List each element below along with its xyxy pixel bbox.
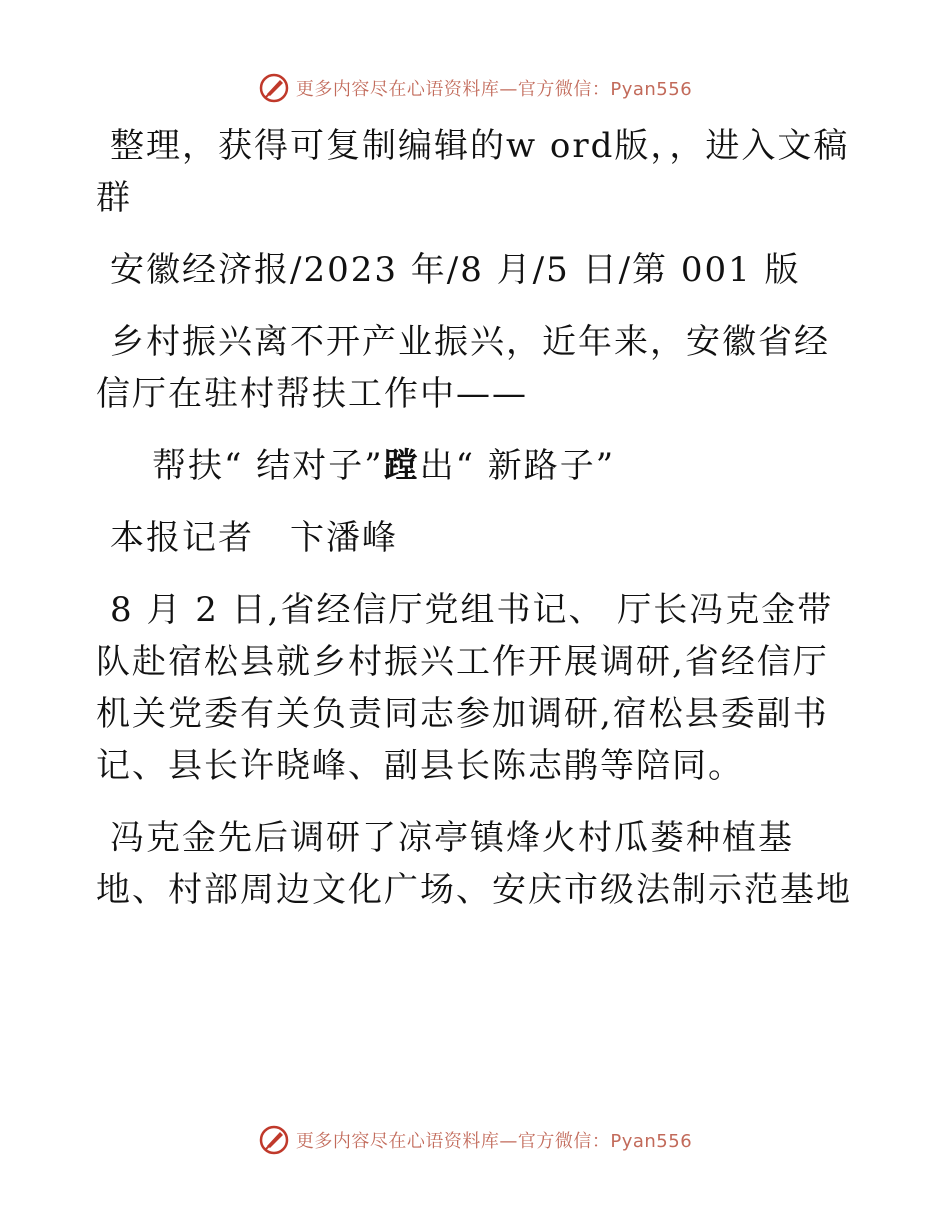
quill-pen-logo-icon <box>258 72 290 104</box>
document-body <box>96 120 856 936</box>
intro-line: 整理，获得可复制编辑的w ord版，，进入文稿群 <box>96 126 850 218</box>
paragraph-1: 8 月 2 日,省经信厅党组书记、 厅长冯克金带队赴宿松县就乡村振兴工作开展调研,省经信厅机关党委有关负责同志参加调研,宿松县委副书记、县长许晓峰、副县长陈志鹃等陪同。 <box>96 590 834 786</box>
paragraph-2: 冯克金先后调研了凉亭镇烽火村瓜蒌种植基地、村部周边文化广场、安庆市级法制示范基地 <box>96 818 852 910</box>
footer-banner-inner <box>258 1124 692 1156</box>
subtitle-part-1: 帮扶“ 结对子” <box>152 446 384 486</box>
subtitle-bold-char: 蹚 <box>383 446 420 486</box>
footer-banner <box>0 1120 950 1160</box>
header-banner-text: 更多内容尽在心语资料库—官方微信：Pyan556 <box>295 79 693 100</box>
header-banner <box>0 68 950 108</box>
header-banner-inner <box>258 72 692 104</box>
quill-pen-logo-icon <box>258 1124 290 1156</box>
subtitle-part-2: 出“ 新路子” <box>419 446 616 486</box>
article-subtitle <box>96 440 856 492</box>
byline: 本报记者 卞潘峰 <box>110 518 398 558</box>
footer-banner-text: 更多内容尽在心语资料库—官方微信：Pyan556 <box>295 1131 693 1152</box>
source-line: 安徽经济报/2023 年/8 月/5 日/第 001 版 <box>110 250 801 290</box>
lead-title: 乡村振兴离不开产业振兴，近年来，安徽省经信厅在驻村帮扶工作中—— <box>96 322 830 414</box>
